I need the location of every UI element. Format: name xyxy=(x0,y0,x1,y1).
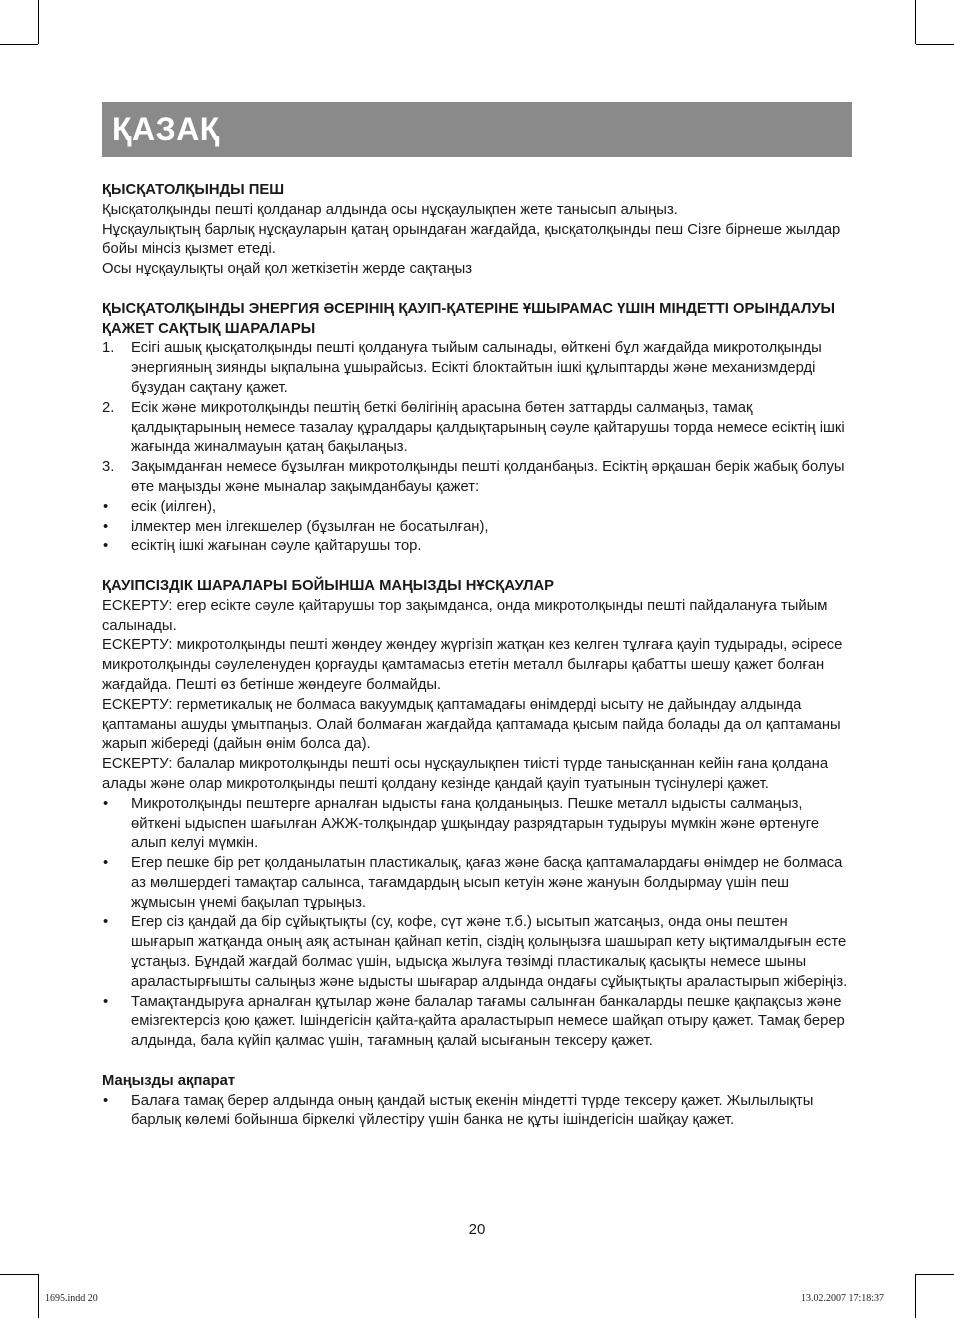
list-item xyxy=(102,458,854,498)
crop-mark xyxy=(38,0,39,44)
list-number: 1. xyxy=(102,340,115,357)
list-item-text: Егер сіз қандай да бір сұйықтықты (су, кофе, сүт және т.б.) ысытып жатсаңыз, онда оны пештен шығарып жатқанда оның аяқ астынан қайнап кетіп, сіздің қолыңызға шашырап кету ықтималдығын есте ұстаңыз. Бұндай жағдай болмас үшін, ыдысқа жылуға төзімді пластикалық қасықты немесе шыны араластырғышты салыңыз және ыдысты шығарар алдында ондағы сұйықтықты араластырып жіберіңіз. xyxy=(131,914,848,990)
safety-heading: ҚАУІПСІЗДІК ШАРАЛАРЫ БОЙЫНША МАҢЫЗДЫ НҰСҚАУЛАР xyxy=(102,577,555,594)
list-item-text: Есік және микротолқынды пештің беткі бөлігінің арасына бөтен заттарды салмаңыз, тамақ қалдықтарының немесе тазалау құралдары қалдықтарының сәуле қайтарушы торда немесе есіктің ішкі жағында жиналмауын қатаң бақылаңыз. xyxy=(131,399,845,456)
warning-paragraph: ЕСКЕРТУ: микротолқынды пешті жөндеу жөндеу жүргізіп жатқан кез келген тұлғаға қауіп тудырады, әсіресе микротолқынды сәулеленуден қорғауды қамтамасыз ететін металл былғары қабатты шешу қажет болған жағдайда. Пешті өз бетінше жөндеуге болмайды. xyxy=(102,637,843,693)
list-item xyxy=(102,339,854,398)
bullet-icon: • xyxy=(103,914,109,931)
crop-mark xyxy=(915,1274,916,1318)
list-item xyxy=(102,498,854,518)
list-item xyxy=(102,993,854,1052)
crop-mark xyxy=(915,0,916,44)
crop-mark xyxy=(0,44,38,45)
precautions-bullet-list xyxy=(102,498,854,557)
list-item-text: есіктің ішкі жағынан сәуле қайтарушы тор. xyxy=(131,538,422,555)
list-item xyxy=(102,399,854,458)
list-item xyxy=(102,795,854,854)
document-body xyxy=(102,181,854,1131)
bullet-icon: • xyxy=(103,1092,109,1109)
list-item xyxy=(102,1092,854,1132)
list-item-text: Зақымданған немесе бұзылған микротолқынды пешті қолданбаңыз. Есіктің әрқашан берік жабық болуы өте маңызды және мыналар зақымданбауы қажет: xyxy=(131,459,845,495)
list-number: 2. xyxy=(102,399,115,416)
warning-paragraph: ЕСКЕРТУ: егер есікте сәуле қайтарушы тор зақымданса, онда микротолқынды пешті пайдалануға тыйым салынады. xyxy=(102,597,828,634)
list-item-text: ілмектер мен ілгекшелер (бұзылған не босатылған), xyxy=(131,518,489,535)
list-item xyxy=(102,537,854,557)
intro-paragraph: Қысқатолқынды пешті қолданар алдында осы нұсқаулықпен жете танысып алыңыз. xyxy=(102,201,678,218)
list-item-text: Егер пешке бір рет қолданылатын пластикалық, қағаз және басқа қаптамалардағы өнімдер не болмаса аз мөлшердегі тамақтар салынса, тағамдардың ысып кетуін және жануын болдырмау үшін пеш жұмысын үнемі бақылап тұрыңыз. xyxy=(131,855,843,911)
list-item-text: Микротолқынды пештерге арналған ыдысты ғана қолданыңыз. Пешке металл ыдысты салмаңыз, өйткені ыдыспен шағылған АЖЖ-толқындар ұшқындау разрядтарын тудыруы мүмкін және өртенуге алып келуі мүмкін. xyxy=(131,795,820,852)
precautions-heading: ҚЫСҚАТОЛҚЫНДЫ ЭНЕРГИЯ ӘСЕРІНІҢ ҚАУІП-ҚАТЕРІНЕ ҰШЫРАМАС ҮШІН МІНДЕТТІ ОРЫНДАЛУЫ ҚАЖЕТ САҚТЫҚ ШАРАЛАРЫ xyxy=(102,300,836,337)
warning-paragraph: ЕСКЕРТУ: балалар микротолқынды пешті осы нұсқаулықпен тиісті түрде танысқаннан кейін ғана қолдана алады және олар микротолқынды пешті қолдану кезінде қандай қауіп туатынын түсінулері қажет. xyxy=(102,756,829,792)
warning-paragraph: ЕСКЕРТУ: герметикалық не болмаса вакуумдық қаптамадағы өнімдерді ысыту не дайындау алдында қаптаманы ашуды ұмытпаңыз. Олай болмаған жағдайда қаптамада қысым пайда болады да ол қаптаманы жарып жібереді (дайын өнім болса да). xyxy=(102,696,841,753)
safety-bullet-list xyxy=(102,795,854,1052)
info-bullet-list xyxy=(102,1092,854,1132)
page-number: 20 xyxy=(468,1221,486,1238)
language-banner xyxy=(102,102,852,157)
crop-mark xyxy=(916,44,954,45)
bullet-icon: • xyxy=(103,795,109,812)
print-slug-timestamp: 13.02.2007 17:18:37 xyxy=(800,1293,884,1304)
list-item-text: есік (иілген), xyxy=(131,498,217,515)
list-item xyxy=(102,854,854,913)
bullet-icon: • xyxy=(103,538,109,555)
bullet-icon: • xyxy=(103,518,109,535)
intro-paragraph: Осы нұсқаулықты оңай қол жеткізетін жерде сақтаңыз xyxy=(102,261,473,278)
info-heading: Маңызды ақпарат xyxy=(102,1072,236,1089)
list-item xyxy=(102,913,854,992)
bullet-icon: • xyxy=(103,855,109,872)
list-item xyxy=(102,518,854,538)
list-item-text: Есігі ашық қысқатолқынды пешті қолдануға тыйым салынады, өйткені бұл жағдайда микротолқынды энергияның зиянды ықпалына ұшырайсыз. Есікті блоктайтын ішкі құлыптарды және механизмдерді бұзудан сақтану қажет. xyxy=(131,340,822,396)
intro-heading: ҚЫСҚАТОЛҚЫНДЫ ПЕШ xyxy=(102,182,285,198)
list-item-text: Тамақтандыруға арналған құтылар және балалар тағамы салынған банкаларды пешке қақпақсыз және емізгектерсіз қою қажет. Ішіндегісін қайта-қайта араластырып немесе шайқап отыру қажет. Тамақ берер алдында, бала күйіп қалмас үшін, тағамның қалай ысығанын тексеру қажет. xyxy=(131,993,845,1050)
bullet-icon: • xyxy=(103,498,109,515)
crop-mark xyxy=(0,1274,38,1275)
print-slug-file: 1695.indd 20 xyxy=(45,1293,98,1304)
intro-paragraph: Нұсқаулықтың барлық нұсқауларын қатаң орындаған жағдайда, қысқатолқынды пеш Сізге бірнеше жылдар бойы мінсіз қызмет етеді. xyxy=(102,221,841,258)
crop-mark xyxy=(916,1274,954,1275)
bullet-icon: • xyxy=(103,993,109,1010)
list-number: 3. xyxy=(102,459,115,476)
crop-mark xyxy=(38,1274,39,1318)
precautions-numbered-list xyxy=(102,339,854,497)
language-title: ҚАЗАҚ xyxy=(112,111,220,147)
list-item-text: Балаға тамақ берер алдында оның қандай ыстық екенін міндетті түрде тексеру қажет. Жылылықты барлық көлемі бойынша біркелкі үйлестіру үшін банка не құты ішіндегісін шайқау қажет. xyxy=(131,1092,814,1129)
